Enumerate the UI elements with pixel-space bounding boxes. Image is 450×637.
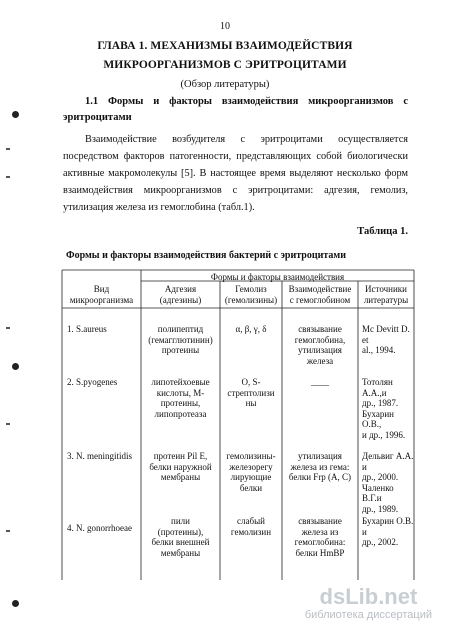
header-species: Вид микроорганизма [69, 284, 134, 305]
header-adhesion: Адгезия (адгезины) [159, 284, 202, 305]
table-cell-hemoglobin: связывание железа из гемоглобина: белки HmBP [294, 516, 346, 558]
paragraph-line: Взаимодействие возбудителя с эритроцитами осуществляется [85, 134, 408, 145]
header-group: Формы и факторы взаимодействия [210, 272, 345, 282]
watermark [305, 586, 432, 622]
section-heading-line1: 1.1 Формы и факторы взаимодействия микроорганизмов с [85, 96, 408, 107]
header-hemoglobin: Взаимодействие с гемоглобином [288, 284, 352, 305]
table-cell-hemoglobin: ____ [311, 377, 329, 387]
table-row-species: 3. N. meningitidis [67, 451, 132, 461]
table-row-species: 4. N. gonorrhoeae [67, 523, 132, 533]
chapter-title-line1: ГЛАВА 1. МЕХАНИЗМЫ ВЗАИМОДЕЙСТВИЯ [97, 40, 353, 52]
table-cell-hemolysis: α, β, γ, δ [235, 324, 267, 334]
table-caption: Формы и факторы взаимодействия бактерий с эритроцитами [66, 250, 346, 261]
table-cell-hemoglobin: связывание гемоглобина, утилизация железа [294, 324, 346, 366]
table-cell-sources: Бухарин О.В. и др., 2002. [362, 516, 414, 547]
watermark-logo: dsLib.net [319, 584, 418, 609]
paragraph-line: взаимодействия микроорганизмов с эритроцитами: адгезия, гемолиз, [63, 185, 408, 196]
paragraph-line: посредством факторов патогенности, представляющих собой биологически [63, 151, 408, 162]
table-cell-hemolysis: слабый гемолизин [230, 516, 272, 537]
table-cell-hemolysis: O, S- стрептолизи ны [227, 377, 275, 408]
paragraph-line: утилизация железа из гемоглобина (табл.1). [63, 202, 255, 213]
page-number: 10 [220, 21, 230, 32]
watermark-tagline: библиотека диссертаций [304, 609, 432, 621]
chapter-subtitle: (Обзор литературы) [180, 79, 270, 90]
header-hemolysis: Гемолиз (гемолизины) [224, 284, 278, 305]
table-cell-hemoglobin: утилизация железа из гема: белки Frp (A, C) [288, 451, 352, 482]
table-cell-hemolysis: гемолизины- железорегу лирующие белки [226, 451, 276, 493]
table-cell-adhesion: пили (протеины), белки внешней мембраны [151, 516, 210, 558]
table-cell-adhesion: липотейхоевые кислоты, М- протеины, липопротеаза [151, 377, 210, 419]
table-row-species: 1. S.aureus [67, 324, 107, 334]
header-sources: Источники литературы [363, 284, 409, 305]
table-cell-sources: Mc Devitt D. et al., 1994. [362, 324, 410, 355]
table-cell-adhesion: протеин Pil E, белки наружной мембраны [149, 451, 212, 482]
table-cell-adhesion: полипептид (гемагглютинин) протеины [148, 324, 213, 355]
table-label: Таблица 1. [357, 226, 408, 237]
chapter-title-line2: МИКРООРГАНИЗМОВ С ЭРИТРОЦИТАМИ [103, 59, 347, 71]
table-cell-sources: Дельвиг А.А. и др., 2000. Чаленко В.Г.и др., 1989. [362, 451, 414, 514]
paragraph-line: активные макромолекулы [5]. В настоящее время выделяют несколько форм [63, 168, 408, 179]
section-heading-line2: эритроцитами [63, 112, 132, 123]
table-cell-sources: Тотолян А.А.,и др., 1987. Бухарин О.В., и др., 1996. [362, 377, 406, 440]
table-row-species: 2. S.pyogenes [67, 377, 118, 387]
